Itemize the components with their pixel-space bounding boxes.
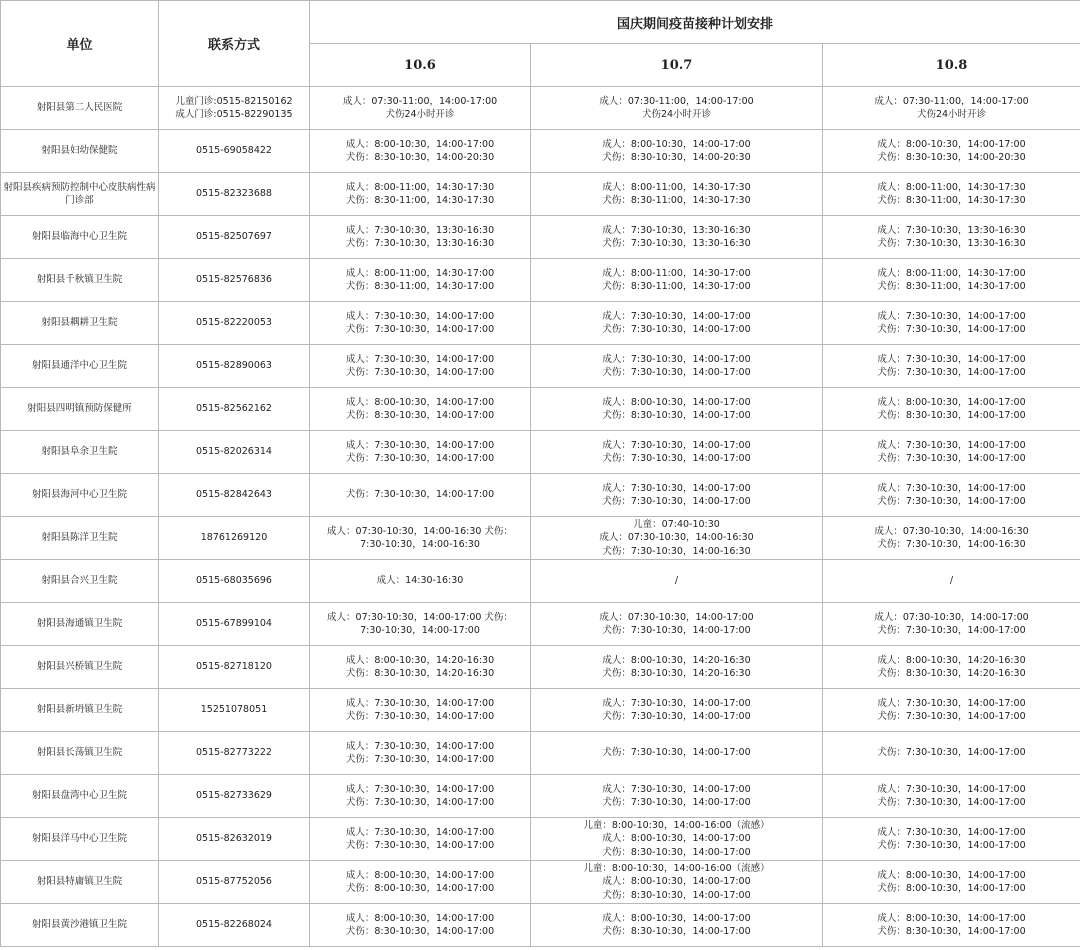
cell-unit (1, 904, 159, 947)
table-row (1, 861, 1080, 904)
cell-schedule-10-6 (310, 388, 531, 431)
cell-schedule-10-7-line: / (674, 575, 679, 587)
cell-schedule-10-6-line: 成人：7:30-10:30，14:00-17:00 (345, 826, 495, 838)
cell-schedule-10-8 (823, 302, 1080, 345)
cell-schedule-10-8 (823, 173, 1080, 216)
table-row (1, 646, 1080, 689)
cell-schedule-10-6-line: 犬伤：8:30-11:00，14:30-17:30 (345, 195, 495, 206)
cell-schedule-10-6-line: 成人：07:30-10:30，14:00-17:00 犬伤： (327, 611, 513, 623)
cell-schedule-10-8-line: 成人：7:30-10:30，14:00-17:00 (877, 826, 1026, 838)
cell-schedule-10-8 (823, 388, 1080, 431)
header-date-10-7: 10.7 (531, 44, 823, 87)
cell-schedule-10-8-line: 犬伤：8:00-10:30，14:00-17:00 (877, 883, 1026, 894)
table-row (1, 732, 1080, 775)
cell-schedule-10-6-line: 成人：07:30-10:30，14:00-16:30 犬伤： (327, 525, 513, 537)
cell-schedule-10-8-line: 犬伤：8:30-11:00，14:30-17:00 (877, 281, 1026, 292)
cell-schedule-10-7 (531, 646, 823, 689)
cell-schedule-10-8 (823, 216, 1080, 259)
cell-schedule-10-6 (310, 646, 531, 689)
cell-schedule-10-8-line: 犬伤：7:30-10:30，14:00-17:00 (877, 747, 1026, 759)
cell-schedule-10-8 (823, 775, 1080, 818)
cell-schedule-10-7 (531, 517, 823, 560)
cell-unit (1, 861, 159, 904)
cell-schedule-10-6-line: 7:30-10:30，14:00-17:00 (360, 625, 480, 636)
cell-contact (159, 689, 310, 732)
cell-schedule-10-6-line: 成人：8:00-10:30，14:00-17:00 (345, 396, 495, 408)
cell-contact (159, 775, 310, 818)
cell-unit (1, 560, 159, 603)
cell-schedule-10-8 (823, 603, 1080, 646)
cell-contact-line: 0515-87752056 (196, 876, 272, 888)
cell-schedule-10-8 (823, 345, 1080, 388)
cell-unit (1, 259, 159, 302)
cell-schedule-10-6 (310, 216, 531, 259)
cell-schedule-10-7-line: 犬伤：8:30-10:30，14:00-17:00 (602, 410, 751, 421)
cell-schedule-10-8-line: 成人：8:00-10:30，14:00-17:00 (877, 869, 1026, 881)
cell-schedule-10-6-line: 成人：7:30-10:30，14:00-17:00 (345, 783, 495, 795)
table-row (1, 474, 1080, 517)
cell-schedule-10-7-line: 成人：8:00-10:30，14:00-17:00 (602, 876, 751, 888)
cell-contact-line: 0515-82220053 (196, 317, 272, 329)
cell-schedule-10-8-line: 犬伤：7:30-10:30，14:00-16:30 (877, 539, 1026, 550)
cell-schedule-10-8 (823, 259, 1080, 302)
cell-schedule-10-7-line: 犬伤：7:30-10:30，14:00-17:00 (602, 367, 751, 378)
cell-schedule-10-7 (531, 861, 823, 904)
cell-schedule-10-7-line: 犬伤：8:30-11:00，14:30-17:00 (602, 281, 751, 292)
cell-unit (1, 474, 159, 517)
cell-schedule-10-6-line: 成人：7:30-10:30，14:00-17:00 (345, 697, 495, 709)
cell-schedule-10-8-line: 成人：7:30-10:30，14:00-17:00 (877, 783, 1026, 795)
cell-schedule-10-6 (310, 904, 531, 947)
cell-schedule-10-7-line: 犬伤：8:30-11:00，14:30-17:30 (602, 195, 751, 206)
cell-schedule-10-8 (823, 474, 1080, 517)
cell-contact-line: 0515-82507697 (196, 231, 272, 243)
cell-unit-line: 射阳县海通镇卫生院 (36, 618, 123, 630)
cell-schedule-10-6-line: 成人：14:30-16:30 (376, 575, 464, 587)
cell-schedule-10-6 (310, 689, 531, 732)
cell-schedule-10-7-line: 成人：8:00-11:00，14:30-17:30 (602, 181, 751, 193)
cell-schedule-10-8 (823, 689, 1080, 732)
cell-unit (1, 818, 159, 861)
cell-schedule-10-8 (823, 560, 1080, 603)
cell-contact-line: 0515-82890063 (196, 360, 272, 372)
cell-contact (159, 87, 310, 130)
cell-schedule-10-7-line: 成人：7:30-10:30，14:00-17:00 (602, 482, 751, 494)
cell-schedule-10-8-line: 成人：7:30-10:30，14:00-17:00 (877, 439, 1026, 451)
cell-schedule-10-8-line: 成人：8:00-10:30，14:00-17:00 (877, 396, 1026, 408)
cell-unit (1, 87, 159, 130)
cell-schedule-10-6-line: 成人：07:30-11:00，14:00-17:00 (342, 95, 498, 107)
cell-contact-line: 0515-82576836 (196, 274, 272, 286)
cell-contact (159, 130, 310, 173)
cell-schedule-10-7-line: 犬伤：7:30-10:30，14:00-17:00 (602, 496, 751, 507)
cell-schedule-10-6-line: 成人：8:00-11:00，14:30-17:30 (345, 181, 495, 193)
cell-schedule-10-6-line: 成人：7:30-10:30，14:00-17:00 (345, 353, 495, 365)
cell-schedule-10-7-line: 犬伤：7:30-10:30，14:00-17:00 (602, 324, 751, 335)
cell-contact (159, 259, 310, 302)
cell-contact-line: 0515-82026314 (196, 446, 272, 458)
cell-schedule-10-8-line: 成人：8:00-10:30，14:00-17:00 (877, 138, 1026, 150)
cell-schedule-10-6-line: 犬伤：8:00-10:30，14:00-17:00 (345, 883, 495, 894)
table-row (1, 302, 1080, 345)
table-row (1, 689, 1080, 732)
cell-contact (159, 603, 310, 646)
cell-contact (159, 818, 310, 861)
cell-contact-line: 0515-82773222 (196, 747, 272, 759)
header-date-10-6: 10.6 (310, 44, 531, 87)
table-row (1, 818, 1080, 861)
cell-schedule-10-7-line: 成人：8:00-10:30，14:20-16:30 (602, 654, 751, 666)
cell-unit-line: 射阳县疾病预防控制中心皮肤病性病门诊部 (3, 181, 156, 206)
cell-schedule-10-6 (310, 517, 531, 560)
cell-schedule-10-8-line: 犬伤：7:30-10:30，14:00-17:00 (877, 496, 1026, 507)
table-body (1, 87, 1080, 947)
cell-schedule-10-8-line: 成人：8:00-11:00，14:30-17:30 (877, 181, 1026, 193)
cell-unit-line: 射阳县兴桥镇卫生院 (36, 661, 123, 673)
cell-schedule-10-8-line: 成人：07:30-10:30，14:00-16:30 (874, 525, 1029, 537)
cell-schedule-10-8-line: 成人：07:30-11:00，14:00-17:00 (874, 95, 1029, 107)
cell-schedule-10-8 (823, 130, 1080, 173)
cell-schedule-10-6 (310, 732, 531, 775)
table-row (1, 345, 1080, 388)
table-row (1, 517, 1080, 560)
table-row (1, 388, 1080, 431)
cell-schedule-10-8 (823, 431, 1080, 474)
cell-schedule-10-7 (531, 560, 823, 603)
cell-unit-line: 射阳县阜余卫生院 (41, 446, 118, 458)
cell-unit-line: 射阳县长荡镇卫生院 (36, 747, 123, 759)
cell-schedule-10-6 (310, 603, 531, 646)
cell-schedule-10-8 (823, 732, 1080, 775)
cell-schedule-10-7-line: 成人：7:30-10:30，14:00-17:00 (602, 439, 751, 451)
cell-contact-line: 0515-82632019 (196, 833, 272, 845)
cell-contact-line: 0515-82268024 (196, 919, 272, 931)
cell-schedule-10-6-line: 犬伤：7:30-10:30，14:00-17:00 (345, 367, 495, 378)
header-plan: 国庆期间疫苗接种计划安排 (310, 1, 1080, 44)
cell-schedule-10-8-line: 犬伤：8:30-10:30，14:00-20:30 (877, 152, 1026, 163)
cell-contact (159, 431, 310, 474)
cell-contact (159, 646, 310, 689)
cell-contact (159, 474, 310, 517)
cell-schedule-10-7-line: 成人：8:00-10:30，14:00-17:00 (602, 833, 751, 845)
cell-schedule-10-7 (531, 818, 823, 861)
cell-unit-line: 射阳县特庸镇卫生院 (36, 876, 123, 888)
cell-unit-line: 射阳县妇幼保健院 (41, 145, 118, 157)
cell-schedule-10-7-line: 犬伤：7:30-10:30，14:00-17:00 (602, 797, 751, 808)
cell-schedule-10-7-line: 犬伤：7:30-10:30，14:00-17:00 (602, 711, 751, 722)
cell-schedule-10-7-line: 犬伤：7:30-10:30，14:00-17:00 (602, 453, 751, 464)
cell-schedule-10-8 (823, 517, 1080, 560)
cell-unit (1, 431, 159, 474)
table-row (1, 560, 1080, 603)
cell-schedule-10-8-line: 犬伤：7:30-10:30，14:00-17:00 (877, 367, 1026, 378)
cell-schedule-10-7 (531, 130, 823, 173)
cell-contact-line: 成人门诊:0515-82290135 (175, 109, 293, 120)
cell-schedule-10-6-line: 犬伤：7:30-10:30，14:00-17:00 (345, 840, 495, 851)
cell-schedule-10-6 (310, 560, 531, 603)
cell-schedule-10-8-line: 犬伤：7:30-10:30，14:00-17:00 (877, 453, 1026, 464)
cell-schedule-10-7-line: 成人：8:00-10:30，14:00-17:00 (602, 396, 751, 408)
cell-unit-line: 射阳县合兴卫生院 (41, 575, 118, 587)
cell-unit (1, 517, 159, 560)
cell-schedule-10-8-line: 成人：07:30-10:30，14:00-17:00 (874, 611, 1029, 623)
cell-schedule-10-6 (310, 173, 531, 216)
cell-schedule-10-6 (310, 130, 531, 173)
cell-schedule-10-8-line: 犬伤：7:30-10:30，13:30-16:30 (877, 238, 1026, 249)
cell-schedule-10-6-line: 犬伤：8:30-10:30，14:00-20:30 (345, 152, 495, 163)
cell-schedule-10-7-line: 犬伤：7:30-10:30，13:30-16:30 (602, 238, 751, 249)
cell-schedule-10-6-line: 成人：8:00-10:30，14:00-17:00 (345, 138, 495, 150)
cell-schedule-10-8-line: 犬伤：7:30-10:30，14:00-17:00 (877, 711, 1026, 722)
cell-schedule-10-8-line: 犬伤：8:30-10:30，14:20-16:30 (877, 668, 1026, 679)
cell-schedule-10-7 (531, 87, 823, 130)
cell-schedule-10-7-line: 犬伤：8:30-10:30，14:00-17:00 (602, 846, 751, 858)
cell-contact (159, 904, 310, 947)
cell-schedule-10-7 (531, 689, 823, 732)
cell-schedule-10-6-line: 成人：7:30-10:30，14:00-17:00 (345, 740, 495, 752)
table-row (1, 87, 1080, 130)
cell-schedule-10-7-line: 犬伤24小时开诊 (641, 109, 712, 120)
cell-schedule-10-6 (310, 861, 531, 904)
cell-schedule-10-7-line: 成人：07:30-10:30，14:00-16:30 (599, 532, 754, 544)
cell-contact-line: 0515-82562162 (196, 403, 272, 415)
cell-schedule-10-7-line: 儿童：8:00-10:30，14:00-16:00（流感） (583, 862, 770, 874)
cell-schedule-10-8-line: 犬伤：7:30-10:30，14:00-17:00 (877, 324, 1026, 335)
cell-schedule-10-6-line: 犬伤：8:30-10:30，14:00-17:00 (345, 410, 495, 421)
cell-schedule-10-6 (310, 259, 531, 302)
cell-schedule-10-6-line: 犬伤：8:30-10:30，14:00-17:00 (345, 926, 495, 937)
cell-schedule-10-8-line: 成人：7:30-10:30，14:00-17:00 (877, 310, 1026, 322)
cell-unit-line: 射阳县黄沙港镇卫生院 (31, 919, 127, 931)
cell-schedule-10-7 (531, 775, 823, 818)
cell-unit-line: 射阳县洋马中心卫生院 (31, 833, 127, 845)
cell-unit-line: 射阳县海河中心卫生院 (31, 489, 127, 501)
cell-contact-line: 0515-82323688 (196, 188, 272, 200)
table-row (1, 904, 1080, 947)
cell-schedule-10-6 (310, 431, 531, 474)
cell-schedule-10-8-line: / (949, 575, 954, 587)
cell-unit-line: 射阳县临海中心卫生院 (31, 231, 127, 243)
cell-schedule-10-7 (531, 431, 823, 474)
cell-schedule-10-6-line: 犬伤：7:30-10:30，14:00-17:00 (345, 754, 495, 765)
cell-unit (1, 130, 159, 173)
cell-schedule-10-6 (310, 818, 531, 861)
cell-schedule-10-8-line: 犬伤：7:30-10:30，14:00-17:00 (877, 625, 1026, 636)
cell-schedule-10-7-line: 犬伤：8:30-10:30，14:00-17:00 (602, 926, 751, 937)
cell-schedule-10-6-line: 成人：7:30-10:30，14:00-17:00 (345, 439, 495, 451)
cell-schedule-10-6 (310, 345, 531, 388)
cell-schedule-10-7-line: 成人：7:30-10:30，13:30-16:30 (602, 224, 751, 236)
cell-schedule-10-7 (531, 388, 823, 431)
cell-schedule-10-7-line: 犬伤：8:30-10:30，14:00-17:00 (602, 889, 751, 901)
cell-schedule-10-6 (310, 302, 531, 345)
cell-schedule-10-6-line: 成人：8:00-11:00，14:30-17:00 (345, 267, 495, 279)
cell-schedule-10-8-line: 成人：8:00-10:30，14:00-17:00 (877, 912, 1026, 924)
cell-contact-line: 0515-68035696 (196, 575, 272, 587)
table-row (1, 775, 1080, 818)
cell-unit-line: 射阳县陈洋卫生院 (41, 532, 118, 544)
cell-schedule-10-7 (531, 345, 823, 388)
cell-schedule-10-8-line: 成人：8:00-10:30，14:20-16:30 (877, 654, 1026, 666)
cell-contact (159, 560, 310, 603)
cell-schedule-10-8-line: 犬伤：7:30-10:30，14:00-17:00 (877, 840, 1026, 851)
cell-contact-line: 0515-69058422 (196, 145, 272, 157)
cell-schedule-10-8-line: 成人：7:30-10:30，13:30-16:30 (877, 224, 1026, 236)
cell-schedule-10-8 (823, 646, 1080, 689)
cell-schedule-10-8-line: 犬伤：8:30-11:00，14:30-17:30 (877, 195, 1026, 206)
cell-schedule-10-7-line: 成人：7:30-10:30，14:00-17:00 (602, 353, 751, 365)
cell-schedule-10-6-line: 犬伤：7:30-10:30，14:00-17:00 (345, 489, 495, 501)
cell-schedule-10-7 (531, 474, 823, 517)
cell-schedule-10-7 (531, 173, 823, 216)
cell-schedule-10-8-line: 犬伤：8:30-10:30，14:00-17:00 (877, 926, 1026, 937)
cell-unit-line: 射阳县千秋镇卫生院 (36, 274, 123, 286)
cell-schedule-10-7 (531, 732, 823, 775)
cell-contact-line: 15251078051 (200, 704, 268, 716)
header-date-10-8: 10.8 (823, 44, 1080, 87)
cell-schedule-10-7-line: 犬伤：7:30-10:30，14:00-17:00 (602, 747, 751, 759)
cell-unit (1, 775, 159, 818)
cell-unit (1, 302, 159, 345)
cell-schedule-10-6-line: 犬伤：7:30-10:30，13:30-16:30 (345, 238, 495, 249)
cell-schedule-10-7 (531, 302, 823, 345)
cell-schedule-10-6-line: 成人：8:00-10:30，14:00-17:00 (345, 912, 495, 924)
cell-unit-line: 射阳县通洋中心卫生院 (31, 360, 127, 372)
cell-contact (159, 173, 310, 216)
cell-schedule-10-7-line: 犬伤：7:30-10:30，14:00-17:00 (602, 625, 751, 636)
cell-unit (1, 345, 159, 388)
cell-contact-line: 儿童门诊:0515-82150162 (175, 95, 293, 107)
table-row (1, 603, 1080, 646)
cell-unit (1, 603, 159, 646)
cell-schedule-10-6 (310, 87, 531, 130)
cell-unit (1, 388, 159, 431)
cell-schedule-10-6-line: 7:30-10:30，14:00-16:30 (360, 539, 480, 550)
cell-contact-line: 0515-82718120 (196, 661, 272, 673)
cell-schedule-10-6-line: 成人：7:30-10:30，14:00-17:00 (345, 310, 495, 322)
cell-unit (1, 173, 159, 216)
cell-schedule-10-7-line: 犬伤：7:30-10:30，14:00-16:30 (602, 545, 751, 557)
cell-schedule-10-6-line: 犬伤：7:30-10:30，14:00-17:00 (345, 324, 495, 335)
cell-schedule-10-8-line: 成人：7:30-10:30，14:00-17:00 (877, 353, 1026, 365)
cell-schedule-10-7-line: 成人：7:30-10:30，14:00-17:00 (602, 310, 751, 322)
cell-schedule-10-6 (310, 474, 531, 517)
cell-schedule-10-6-line: 犬伤：8:30-10:30，14:20-16:30 (345, 668, 495, 679)
cell-unit-line: 射阳县第二人民医院 (36, 102, 123, 114)
cell-schedule-10-8 (823, 818, 1080, 861)
table-row (1, 216, 1080, 259)
cell-schedule-10-8-line: 成人：7:30-10:30，14:00-17:00 (877, 482, 1026, 494)
cell-schedule-10-7 (531, 216, 823, 259)
cell-schedule-10-8 (823, 87, 1080, 130)
cell-schedule-10-7 (531, 603, 823, 646)
cell-contact-line: 18761269120 (200, 532, 268, 544)
cell-unit-line: 射阳县耦耕卫生院 (41, 317, 118, 329)
cell-schedule-10-6-line: 成人：7:30-10:30，13:30-16:30 (345, 224, 495, 236)
cell-contact (159, 216, 310, 259)
cell-unit (1, 689, 159, 732)
cell-schedule-10-6-line: 成人：8:00-10:30，14:00-17:00 (345, 869, 495, 881)
table-row (1, 431, 1080, 474)
cell-schedule-10-7-line: 儿童：8:00-10:30，14:00-16:00（流感） (583, 819, 770, 831)
cell-schedule-10-8-line: 成人：7:30-10:30，14:00-17:00 (877, 697, 1026, 709)
cell-schedule-10-8-line: 犬伤24小时开诊 (916, 109, 987, 120)
cell-schedule-10-7-line: 儿童：07:40-10:30 (633, 518, 720, 530)
cell-schedule-10-6 (310, 775, 531, 818)
cell-schedule-10-6-line: 犬伤：8:30-11:00，14:30-17:00 (345, 281, 495, 292)
cell-schedule-10-8-line: 犬伤：8:30-10:30，14:00-17:00 (877, 410, 1026, 421)
cell-schedule-10-8 (823, 861, 1080, 904)
cell-schedule-10-6-line: 犬伤：7:30-10:30，14:00-17:00 (345, 797, 495, 808)
cell-schedule-10-8-line: 犬伤：7:30-10:30，14:00-17:00 (877, 797, 1026, 808)
cell-schedule-10-6-line: 犬伤24小时开诊 (385, 109, 455, 120)
cell-schedule-10-7-line: 犬伤：8:30-10:30，14:20-16:30 (602, 668, 751, 679)
cell-schedule-10-7-line: 成人：8:00-11:00，14:30-17:00 (602, 267, 751, 279)
cell-schedule-10-8 (823, 904, 1080, 947)
cell-schedule-10-7-line: 犬伤：8:30-10:30，14:00-20:30 (602, 152, 751, 163)
cell-schedule-10-7-line: 成人：8:00-10:30，14:00-17:00 (602, 912, 751, 924)
table-row (1, 173, 1080, 216)
header-contact: 联系方式 (159, 1, 310, 87)
cell-schedule-10-8-line: 成人：8:00-11:00，14:30-17:00 (877, 267, 1026, 279)
cell-schedule-10-7-line: 成人：7:30-10:30，14:00-17:00 (602, 697, 751, 709)
cell-schedule-10-7-line: 成人：07:30-11:00，14:00-17:00 (599, 95, 754, 107)
cell-unit (1, 216, 159, 259)
cell-unit-line: 射阳县四明镇预防保健所 (27, 403, 132, 415)
table-row (1, 130, 1080, 173)
cell-schedule-10-6-line: 犬伤：7:30-10:30，14:00-17:00 (345, 453, 495, 464)
cell-unit (1, 646, 159, 689)
cell-schedule-10-6-line: 成人：8:00-10:30，14:20-16:30 (345, 654, 495, 666)
cell-contact-line: 0515-82842643 (196, 489, 272, 501)
cell-schedule-10-7-line: 成人：7:30-10:30，14:00-17:00 (602, 783, 751, 795)
cell-unit-line: 射阳县新坍镇卫生院 (36, 704, 123, 716)
cell-schedule-10-6-line: 犬伤：7:30-10:30，14:00-17:00 (345, 711, 495, 722)
header-unit: 单位 (1, 1, 159, 87)
cell-unit (1, 732, 159, 775)
cell-contact (159, 861, 310, 904)
cell-schedule-10-7-line: 成人：07:30-10:30，14:00-17:00 (599, 611, 754, 623)
cell-contact-line: 0515-82733629 (196, 790, 272, 802)
cell-contact (159, 517, 310, 560)
cell-contact (159, 732, 310, 775)
cell-schedule-10-7-line: 成人：8:00-10:30，14:00-17:00 (602, 138, 751, 150)
cell-unit-line: 射阳县盘湾中心卫生院 (31, 790, 127, 802)
cell-contact (159, 388, 310, 431)
cell-schedule-10-7 (531, 259, 823, 302)
cell-contact (159, 345, 310, 388)
cell-contact (159, 302, 310, 345)
cell-schedule-10-7 (531, 904, 823, 947)
table-row (1, 259, 1080, 302)
cell-contact-line: 0515-67899104 (196, 618, 272, 630)
